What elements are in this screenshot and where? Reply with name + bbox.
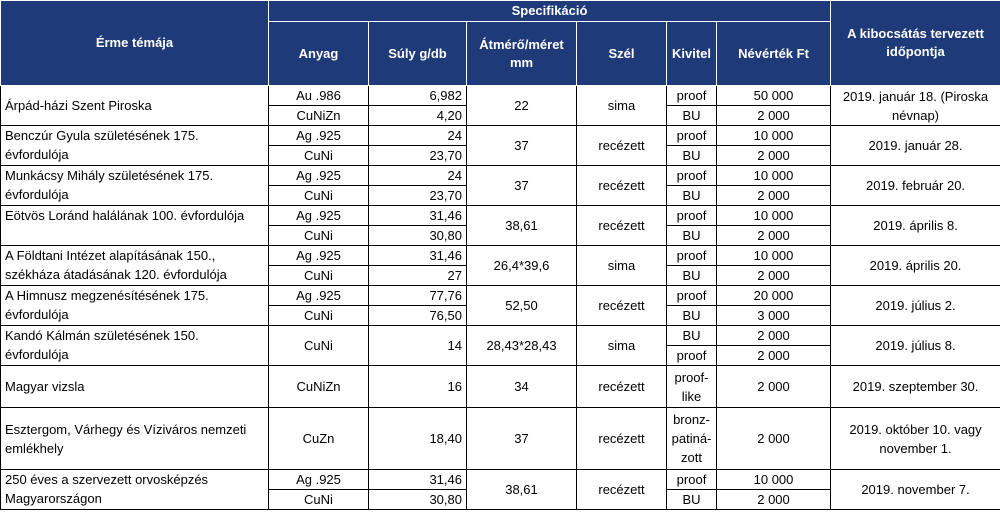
material-cell: CuNi [269,490,369,510]
size-cell: 38,61 [467,206,577,246]
coin-topic: A Földtani Intézet alapításának 150., székháza átadásának 120. évfordulója [1,246,269,286]
face-value-cell: 10 000 [717,166,831,186]
finish-cell: BU [667,146,717,166]
coin-topic: Árpád-házi Szent Piroska [1,86,269,126]
face-value-cell: 10 000 [717,470,831,490]
finish-cell: bronz-patiná-zott [667,408,717,470]
issue-date-cell: 2019. július 8. [831,326,1000,366]
table-row [1,126,1000,146]
face-value-cell: 2 000 [717,490,831,510]
coin-topic: Kandó Kálmán születésének 150. évfordulója [1,326,269,366]
material-cell: CuNiZn [269,106,369,126]
finish-cell: proof [667,126,717,146]
finish-cell: BU [667,226,717,246]
coin-topic: Eötvös Loránd halálának 100. évfordulója [1,206,269,246]
issue-date-cell: 2019. január 28. [831,126,1000,166]
face-value-cell: 2 000 [717,186,831,206]
issue-date-cell: 2019. szeptember 30. [831,366,1000,408]
issue-date-cell: 2019. október 10. vagy november 1. [831,408,1000,470]
coin-topic: Magyar vizsla [1,366,269,408]
weight-cell: 76,50 [369,306,467,326]
issue-date-cell: 2019. január 18. (Piroska névnap) [831,86,1000,126]
table-row [1,286,1000,306]
size-cell: 26,4*39,6 [467,246,577,286]
size-cell: 28,43*28,43 [467,326,577,366]
size-cell: 22 [467,86,577,126]
weight-cell: 77,76 [369,286,467,306]
weight-cell: 30,80 [369,490,467,510]
finish-cell: proof [667,346,717,366]
header-edge: Szél [577,22,667,86]
table-row [1,408,1000,470]
size-cell: 52,50 [467,286,577,326]
table-row [1,86,1000,106]
edge-cell: sima [577,86,667,126]
face-value-cell: 10 000 [717,206,831,226]
weight-cell: 14 [369,326,467,366]
weight-cell: 23,70 [369,146,467,166]
material-cell: Au .986 [269,86,369,106]
finish-cell: proof [667,470,717,490]
face-value-cell: 20 000 [717,286,831,306]
edge-cell: recézett [577,366,667,408]
finish-cell: BU [667,326,717,346]
face-value-cell: 2 000 [717,326,831,346]
finish-cell: proof [667,246,717,266]
coin-topic: 250 éves a szervezett orvosképzés Magyarországon [1,470,269,510]
face-value-cell: 50 000 [717,86,831,106]
finish-cell: proof [667,206,717,226]
weight-cell: 4,20 [369,106,467,126]
header-weight: Súly g/db [369,22,467,86]
material-cell: CuZn [269,408,369,470]
face-value-cell: 2 000 [717,106,831,126]
table-row [1,246,1000,266]
face-value-cell: 2 000 [717,266,831,286]
finish-cell: BU [667,106,717,126]
coin-topic: Munkácsy Mihály születésének 175. évfordulója [1,166,269,206]
issue-date-cell: 2019. április 20. [831,246,1000,286]
header-diameter: Átmérő/méret mm [467,22,577,86]
size-cell: 37 [467,408,577,470]
issue-date-cell: 2019. július 2. [831,286,1000,326]
issue-date-cell: 2019. február 20. [831,166,1000,206]
finish-cell: proof-like [667,366,717,408]
weight-cell: 6,982 [369,86,467,106]
size-cell: 34 [467,366,577,408]
header-face-value: Névérték Ft [717,22,831,86]
edge-cell: sima [577,326,667,366]
material-cell: CuNi [269,266,369,286]
edge-cell: recézett [577,408,667,470]
material-cell: Ag .925 [269,166,369,186]
material-cell: Ag .925 [269,470,369,490]
face-value-cell: 3 000 [717,306,831,326]
face-value-cell: 10 000 [717,246,831,266]
face-value-cell: 2 000 [717,146,831,166]
material-cell: CuNi [269,226,369,246]
header-issue-date: A kibocsátás tervezett időpontja [831,1,1000,86]
face-value-cell: 2 000 [717,408,831,470]
finish-cell: proof [667,166,717,186]
face-value-cell: 10 000 [717,126,831,146]
header-topic: Érme témája [1,1,269,86]
coin-topic: A Himnusz megzenésítésének 175. évfordulója [1,286,269,326]
edge-cell: recézett [577,206,667,246]
table-row [1,206,1000,226]
material-cell: CuNi [269,326,369,366]
weight-cell: 24 [369,126,467,146]
weight-cell: 23,70 [369,186,467,206]
material-cell: CuNi [269,306,369,326]
finish-cell: proof [667,86,717,106]
weight-cell: 16 [369,366,467,408]
edge-cell: recézett [577,166,667,206]
finish-cell: BU [667,306,717,326]
weight-cell: 27 [369,266,467,286]
issue-date-cell: 2019. április 8. [831,206,1000,246]
face-value-cell: 2 000 [717,346,831,366]
coin-topic: Esztergom, Várhegy és Víziváros nemzeti emlékhely [1,408,269,470]
table-row [1,366,1000,408]
size-cell: 37 [467,126,577,166]
weight-cell: 18,40 [369,408,467,470]
edge-cell: recézett [577,470,667,510]
material-cell: CuNiZn [269,366,369,408]
material-cell: CuNi [269,186,369,206]
header-finish: Kivitel [667,22,717,86]
size-cell: 37 [467,166,577,206]
finish-cell: proof [667,286,717,306]
finish-cell: BU [667,186,717,206]
edge-cell: recézett [577,126,667,166]
table-row [1,470,1000,490]
material-cell: Ag .925 [269,206,369,226]
weight-cell: 31,46 [369,470,467,490]
weight-cell: 30,80 [369,226,467,246]
finish-cell: BU [667,490,717,510]
material-cell: CuNi [269,146,369,166]
material-cell: Ag .925 [269,126,369,146]
table-row [1,166,1000,186]
face-value-cell: 2 000 [717,226,831,246]
material-cell: Ag .925 [269,246,369,266]
weight-cell: 31,46 [369,246,467,266]
coin-topic: Benczúr Gyula születésének 175. évfordulója [1,126,269,166]
edge-cell: sima [577,246,667,286]
weight-cell: 24 [369,166,467,186]
header-specification: Specifikáció [269,1,831,22]
weight-cell: 31,46 [369,206,467,226]
header-material: Anyag [269,22,369,86]
material-cell: Ag .925 [269,286,369,306]
face-value-cell: 2 000 [717,366,831,408]
table-row [1,326,1000,346]
finish-cell: BU [667,266,717,286]
size-cell: 38,61 [467,470,577,510]
edge-cell: recézett [577,286,667,326]
issue-date-cell: 2019. november 7. [831,470,1000,510]
